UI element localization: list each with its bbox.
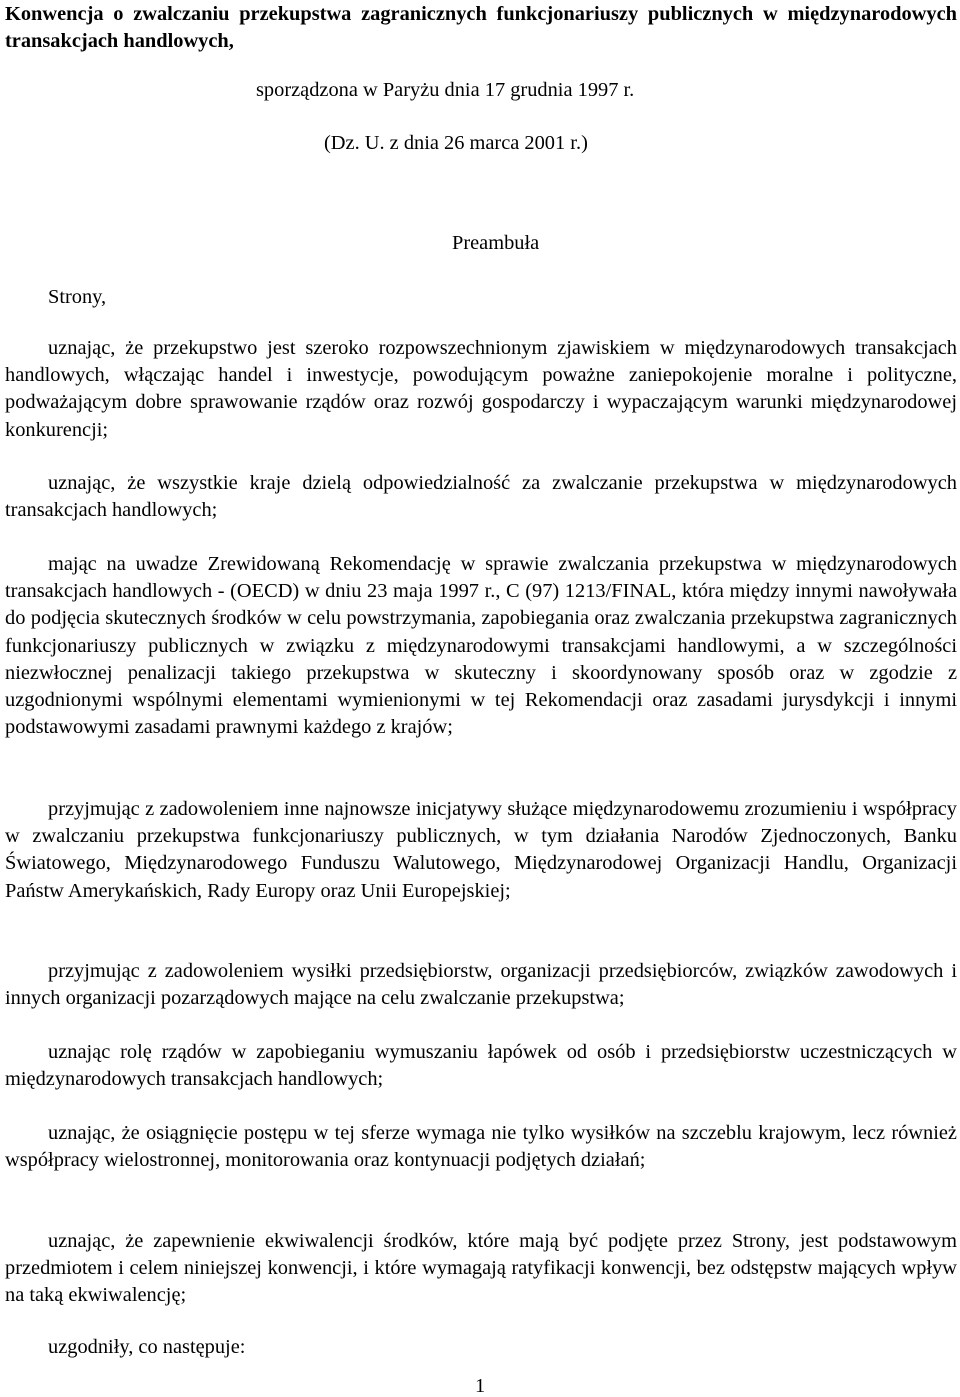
section-heading: Preambuła [452,232,540,254]
journal-reference: (Dz. U. z dnia 26 marca 2001 r.) [324,132,588,154]
paragraph: uznając rolę rządów w zapobieganiu wymuszaniu łapówek od osób i przedsiębiorstw uczestniczących w międzynarodowych transakcjach handlowych; [5,1041,957,1091]
paragraph: uznając, że osiągnięcie postępu w tej sferze wymaga nie tylko wysiłków na szczeblu krajowym, lecz również współpracy wielostronnej, monitorowania oraz kontynuacji podjętych działań; [5,1122,957,1172]
page-number: 1 [475,1375,486,1397]
paragraph: przyjmując z zadowoleniem inne najnowsze inicjatywy służące międzynarodowemu zrozumieniu i współpracy w zwalczaniu przekupstwa funkcjonariuszy publicznych, w tym działania Narodów Zjednoczonych, Banku Światowego, Międzynarodowego Funduszu Walutowego, Międzynarodowej Organizacji Handlu, Organizacji Państw Amerykańskich, Rady Europy oraz Unii Europejskiej; [5,798,957,902]
paragraph: uznając, że przekupstwo jest szeroko rozpowszechnionym zjawiskiem w międzynarodowych transakcjach handlowych, włączając handel i inwestycje, powodującym poważne zaniepokojenie moralne i polityczne, podważającym dobre sprawowanie rządów oraz rozwój gospodarczy i wypaczającym warunki międzynarodowej konkurencji; [5,337,957,441]
paragraph: przyjmując z zadowoleniem wysiłki przedsiębiorstw, organizacji przedsiębiorców, związków zawodowych i innych organizacji pozarządowych mające na celu zwalczanie przekupstwa; [5,960,957,1010]
parties-label: Strony, [48,286,107,308]
paragraph: uznając, że wszystkie kraje dzielą odpowiedzialność za zwalczanie przekupstwa w międzynarodowych transakcjach handlowych; [5,472,957,522]
paragraph: uznając, że zapewnienie ekwiwalencji środków, które mają być podjęte przez Strony, jest podstawowym przedmiotem i celem niniejszej konwencji, i które wymagają ratyfikacji konwencji, bez odstępstw mających wpływ na taką ekwiwalencję; [5,1230,957,1307]
paragraph: mając na uwadze Zrewidowaną Rekomendację w sprawie zwalczania przekupstwa w międzynarodowych transakcjach handlowych - (OECD) w dniu 23 maja 1997 r., C (97) 1213/FINAL, która między innymi nawoływała do podjęcia skutecznych środków w celu powstrzymania, zapobiegania oraz zwalczania przekupstwa zagranicznych funkcjonariuszy publicznych w związku z międzynarodowymi transakcjami handlowymi, a w szczególności niezwłocznej penalizacji takiego przekupstwa w skuteczny i skoordynowany sposób oraz w zgodzie z uzgodnionymi wspólnymi elementami wymienionymi w tej Rekomendacji oraz zasadami jurysdykcji i innymi podstawowymi zasadami prawnymi każdego z krajów; [5,553,957,739]
closing-phrase: uzgodniły, co następuje: [48,1336,246,1358]
place-and-date: sporządzona w Paryżu dnia 17 grudnia 1997 r. [256,79,635,101]
document-title: Konwencja o zwalczaniu przekupstwa zagranicznych funkcjonariuszy publicznych w międzynarodowych transakcjach handlowych, [5,3,957,52]
